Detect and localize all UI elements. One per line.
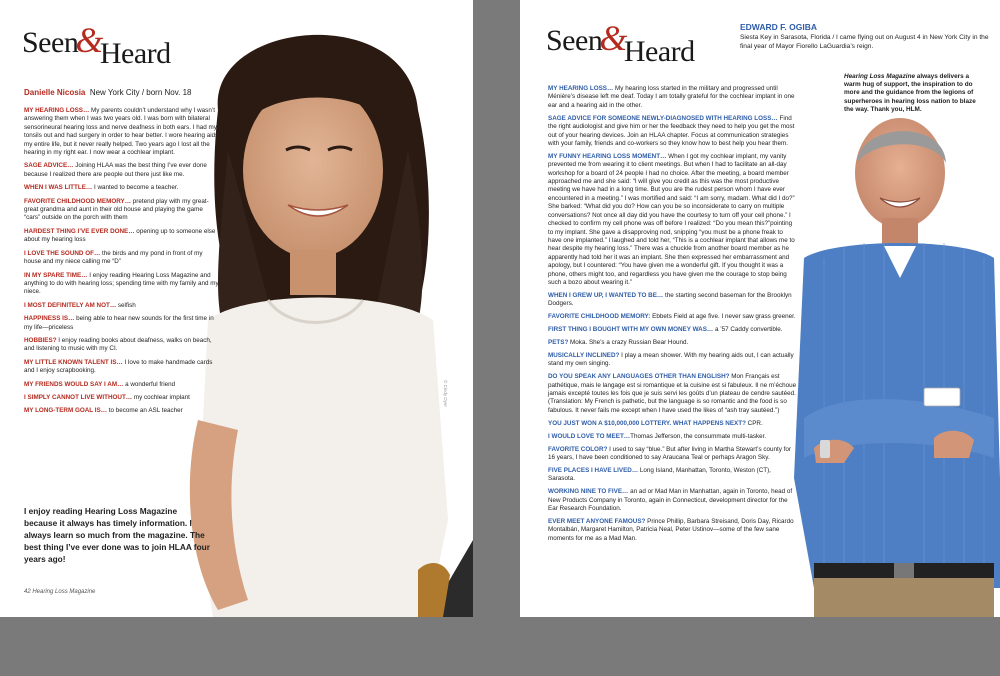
qa-answer: Long Island, Manhattan, Toronto, Weston (CT), Sarasota. [548, 466, 771, 483]
qa-question: I WOULD LOVE TO MEET… [548, 432, 631, 440]
qa-question: MY HEARING LOSS… [24, 107, 90, 114]
qa-answer: I enjoy reading Hearing Loss Magazine and anything to do with hearing loss; spending time with my family and my niece. [24, 271, 219, 296]
masthead-seen: Seen [546, 24, 603, 57]
qa-answer: My parents couldn’t understand why I wasn’t answering them when I was two years old. I was born with bilateral sensorineural hearing loss and nerve deafness in both ears. I had my tonsils out and had surgery in order to hear better. I wore hearing aids my entire life, but it never really helped. Two years ago I lost all the hearing in my right ear. I now wear a cochlear implant. [24, 107, 219, 157]
page-footer: 42 Hearing Loss Magazine [24, 589, 96, 595]
qa-answer: I love to make handmade cards and I enjoy scrapbooking. [24, 358, 213, 375]
qa-item [548, 467, 798, 484]
masthead-heard: Heard [99, 37, 171, 70]
qa-question: MY HEARING LOSS… [548, 85, 614, 92]
qa-question: HOBBIES? [24, 336, 57, 344]
qa-item [548, 85, 798, 110]
qa-item [24, 381, 220, 389]
qa-question: HAPPINESS IS… [24, 315, 75, 323]
qa-question: WHEN I GREW UP, I WANTED TO BE… [548, 291, 664, 299]
right-text-column [548, 85, 798, 548]
qa-item [24, 198, 220, 223]
qa-question: I SIMPLY CANNOT LIVE WITHOUT… [24, 393, 133, 401]
left-page [0, 0, 473, 617]
portrait-photo-woman [178, 0, 473, 617]
qa-item [548, 326, 798, 334]
left-text-column [24, 82, 220, 421]
qa-question: FAVORITE COLOR? [548, 445, 608, 453]
qa-item [24, 228, 220, 245]
qa-answer: I wanted to become a teacher. [92, 184, 179, 192]
qa-answer: a wonderful friend [123, 380, 176, 388]
qa-question: PETS? [548, 338, 569, 346]
qa-item [548, 153, 798, 288]
qa-question: WHEN I WAS LITTLE… [24, 184, 93, 192]
qa-question: EVER MEET ANYONE FAMOUS? [548, 517, 646, 525]
qa-answer: I enjoy reading books about deafness, walks on beach, and listening to music with my CI. [24, 336, 212, 353]
qa-question: YOU JUST WON A $10,000,000 LOTTERY. WHAT HAPPENS NEXT? [548, 419, 746, 427]
masthead-left [22, 20, 171, 70]
qa-item [548, 339, 798, 347]
qa-answer: an ad or Mad Man in Manhattan, again in Toronto, head of New Products Company in Toronto, again in Connecticut, development director for the Ear Research Foundation. [548, 488, 793, 512]
qa-answer: Thomas Jefferson, the consummate multi-tasker. [630, 432, 767, 440]
qa-item [24, 394, 220, 402]
qa-question: FAVORITE CHILDHOOD MEMORY… [24, 197, 132, 205]
person-meta: New York City / born Nov. 18 [89, 88, 192, 97]
qa-item [24, 272, 220, 297]
qa-item [24, 250, 220, 267]
qa-item [24, 359, 220, 376]
qa-item [24, 107, 220, 157]
person-name: EDWARD F. OGIBA [740, 22, 817, 32]
person-header [740, 22, 990, 51]
qa-answer: the birds and my pond in front of my house and my niece calling me “D” [24, 249, 203, 266]
qa-question: HARDEST THING I’VE EVER DONE… [24, 227, 135, 235]
tribute-quote [844, 73, 982, 114]
qa-answer: I used to say “blue.” But after living in Martha Stewart’s county for 16 years, I have been conditioned to say Araucana Teal or perhaps Aragon Sky. [548, 445, 791, 461]
qa-question: DO YOU SPEAK ANY LANGUAGES OTHER THAN ENGLISH? [548, 373, 730, 381]
qa-question: MY FUNNY HEARING LOSS MOMENT… [548, 152, 667, 160]
masthead-ampersand: & [599, 18, 627, 58]
qa-question: IN MY SPARE TIME… [24, 271, 88, 279]
qa-answer: Moka. She’s a crazy Russian Bear Hound. [568, 338, 689, 346]
qa-question: I LOVE THE SOUND OF… [24, 249, 101, 257]
masthead-heard: Heard [623, 35, 695, 68]
qa-item [548, 292, 798, 309]
masthead-ampersand: & [75, 20, 103, 60]
qa-answer: Ebbets Field at age five. I never saw grass greener. [650, 313, 796, 321]
person-meta: Siesta Key in Sarasota, Florida / I came flying out on August 4 in New York City in the final year of Mayor Fiorello LaGuardia’s reign. [740, 34, 989, 50]
masthead-right [546, 18, 695, 68]
qa-answer: to become an ASL teacher [107, 407, 183, 415]
portrait-photo-man [784, 118, 1000, 617]
qa-question: MY FRIENDS WOULD SAY I AM… [24, 380, 124, 388]
masthead-seen: Seen [22, 26, 79, 59]
qa-question: MY LONG-TERM GOAL IS… [24, 407, 108, 415]
qa-answer: My hearing loss started in the military and progressed until Ménière’s disease left me deaf. Today I am totally grateful for the cochlear implant in one ear and a hearing aid in the other. [548, 85, 795, 109]
qa-question: FIRST THING I BOUGHT WITH MY OWN MONEY WAS… [548, 326, 714, 334]
qa-item [24, 407, 220, 415]
qa-question: SAGE ADVICE FOR SOMEONE NEWLY-DIAGNOSED WITH HEARING LOSS… [548, 114, 778, 122]
qa-question: FAVORITE CHILDHOOD MEMORY: [548, 313, 651, 321]
qa-answer: being able to hear new sounds for the first time in my life—priceless [24, 315, 214, 331]
qa-answer: Prince Phillip, Barbara Streisand, Doris Day, Ricardo Montalbán, Margaret Hamilton, Patricia Neal, Peter Ustinov—some of the few sane moments for me as a Mad Man. [548, 517, 794, 542]
qa-answer: pretend play with my great-great grandma and aunt in their old house and playing the game “cars” outside on the porch with them [24, 197, 209, 222]
qa-item [24, 337, 220, 354]
qa-question: I MOST DEFINITELY AM NOT… [24, 301, 117, 309]
right-page [520, 0, 1000, 617]
qa-question: WORKING NINE TO FIVE… [548, 488, 629, 496]
person-name-line [24, 82, 220, 100]
qa-answer: Find the right audiologist and give him or her the feedback they need to help you get the most out of your hearing devices. Join an HLAA chapter. Focus at communication strategies with your family, friends and co-workers so they know how to best help you hear them. [548, 114, 795, 147]
qa-item [548, 518, 798, 543]
qa-answer: a ’57 Caddy convertible. [713, 326, 783, 334]
qa-item [24, 302, 220, 310]
magazine-title: Hearing Loss Magazine [844, 73, 916, 80]
qa-item [548, 433, 798, 441]
qa-answer: Joining HLAA was the best thing I’ve ever done because I realized there are people out there just like me. [24, 162, 207, 178]
qa-answer: selfish [116, 301, 136, 309]
qa-answer: Mon Français est pathétique, mais le langage est si romantique et la cuisine est si fabuleux. Il ne m’échoue jamais excepté toutes les fois que je suis servi les goûts d’un plateau de cendre sautéed. (Translation: My French is pathetic, but the language is so romantic and the food is so fabulous. It never fails me except when I have used the likes of “ash tray sautéed.”) [548, 373, 797, 414]
qa-answer: I play a mean shower. With my hearing aids out, I can actually stand my own singing. [548, 351, 794, 368]
qa-item [548, 352, 798, 369]
qa-item [548, 420, 798, 428]
qa-item [24, 315, 220, 332]
qa-answer: my cochlear implant [132, 393, 190, 401]
photo-credit: © Cindy Dyer [443, 380, 448, 407]
qa-item [548, 115, 798, 149]
qa-answer: CPR. [745, 419, 763, 427]
qa-question: SAGE ADVICE… [24, 162, 74, 170]
qa-item [548, 313, 798, 321]
qa-item [548, 373, 798, 415]
qa-item [24, 162, 220, 179]
tribute-text: always delivers a warm hug of support, the inspiration to do more and the guidance from the legions of superheroes in hearing loss nation to blaze the way. Thank you, HLM. [844, 73, 976, 113]
qa-answer: When I got my cochlear implant, my vanity prevented me from wearing it to client meetings. But when I had to facilitate an all-day workshop for a board of 24 people I had no choice. After the meeting, a board member approached me and she said: “I will give you credit as this was the most productive meeting we have had in a long time. But you are the rudest person whom I have ever encountered in a meeting.” I was mortified and said: “I am sorry, madam. What did I do?” She barked: “What did you do? How can you be so inconsiderate to carry on multiple conversations? Not once all day did you have the courtesy to turn off your cell phone.” I checked to confirm my cell phone was off before I realized: “Do you mean this?”pointing to my implant. She gave a disapproving nod, snipping “you must be a phone freak to have one implanted.” I laughed and told her, “This is a cochlear implant that allows me to hear despite my hearing loss.” There was a chuckle from another board member as he apparently had told her it was an implant. She then expressed her embarrassment and apology, but I countered: “You have given me a wonderful gift. If you thought it was a phone, others might too, and regardless you have given me the courage to stop being such a bozo about wearing it.” [548, 152, 795, 286]
qa-question: MUSICALLY INCLINED? [548, 351, 620, 359]
qa-question: FIVE PLACES I HAVE LIVED… [548, 466, 639, 474]
qa-item [24, 184, 220, 192]
qa-question: MY LITTLE KNOWN TALENT IS… [24, 358, 123, 366]
qa-item [548, 488, 798, 513]
qa-answer: the starting second baseman for the Brooklyn Dodgers. [548, 291, 792, 308]
qa-answer: opening up to someone else about my hearing loss [24, 227, 216, 244]
pull-quote: I enjoy reading Hearing Loss Magazine because it always has timely information. I always learn so much from the magazine. The best thing I’ve ever done was to join HLAA four years ago! [24, 506, 210, 564]
person-name: Danielle Nicosia [24, 88, 86, 97]
qa-item [548, 446, 798, 463]
